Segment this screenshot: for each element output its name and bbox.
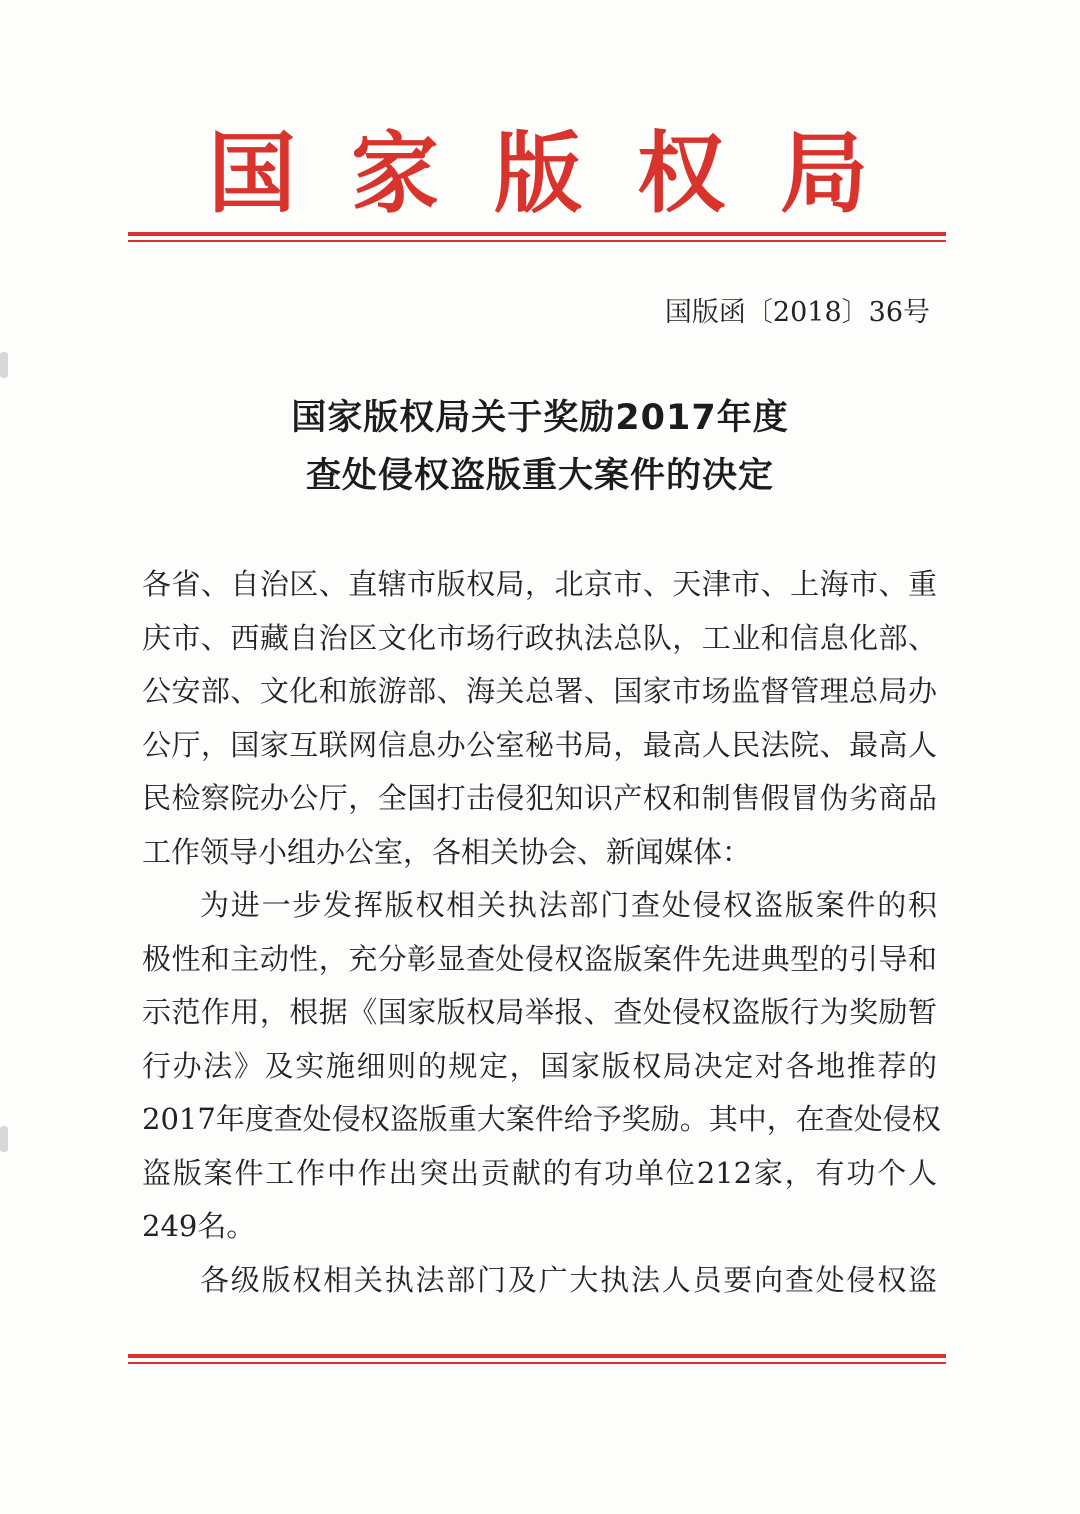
- body-line: 盗版案件工作中作出突出贡献的有功单位212家，有功个人: [142, 1155, 937, 1190]
- body-line: 249名。: [142, 1209, 256, 1243]
- body-line: 庆市、西藏自治区文化市场行政执法总队，工业和信息化部、: [142, 620, 937, 655]
- body-line: 示范作用，根据《国家版权局举报、查处侵权盗版行为奖励暂: [142, 995, 937, 1029]
- binding-mark: [0, 352, 8, 378]
- body-line: 为进一步发挥版权相关执法部门查处侵权盗版案件的积: [200, 888, 937, 922]
- letterhead-title: [208, 118, 868, 228]
- document-title-line-2: 查处侵权盗版重大案件的决定: [305, 456, 774, 496]
- letterhead-char: 权: [636, 121, 725, 225]
- body-line: 2017年度查处侵权盗版重大案件给予奖励。其中，在查处侵权: [142, 1102, 941, 1136]
- body-line: 公厅，国家互联网信息办公室秘书局，最高人民法院、最高人: [142, 727, 937, 762]
- document-number: 国版函〔2018〕36号: [664, 297, 930, 328]
- body-line: 极性和主动性，充分彰显查处侵权盗版案件先进典型的引导和: [142, 941, 937, 976]
- body-line: 各级版权相关执法部门及广大执法人员要向查处侵权盗: [200, 1262, 937, 1297]
- letterhead-char: 国: [208, 121, 297, 225]
- header-rule-thick: [128, 232, 946, 236]
- body-line: 民检察院办公厅，全国打击侵犯知识产权和制售假冒伪劣商品: [142, 781, 937, 815]
- body-line: 工作领导小组办公室，各相关协会、新闻媒体：: [142, 834, 752, 869]
- document-body: [142, 558, 941, 1307]
- body-line: 行办法》及实施细则的规定，国家版权局决定对各地推荐的: [142, 1048, 937, 1083]
- footer-rule-thin: [128, 1362, 946, 1364]
- footer-rule-thick: [128, 1354, 946, 1358]
- binding-mark: [0, 1126, 8, 1152]
- letterhead-char: 版: [493, 121, 582, 225]
- body-line: 各省、自治区、直辖市版权局，北京市、天津市、上海市、重: [142, 567, 937, 601]
- letterhead-char: 家: [350, 121, 439, 225]
- body-line: 公安部、文化和旅游部、海关总署、国家市场监督管理总局办: [142, 674, 937, 708]
- document-title-line-1: 国家版权局关于奖励2017年度: [291, 398, 789, 438]
- letterhead-char: 局: [779, 121, 868, 225]
- header-rule-thin: [128, 240, 946, 242]
